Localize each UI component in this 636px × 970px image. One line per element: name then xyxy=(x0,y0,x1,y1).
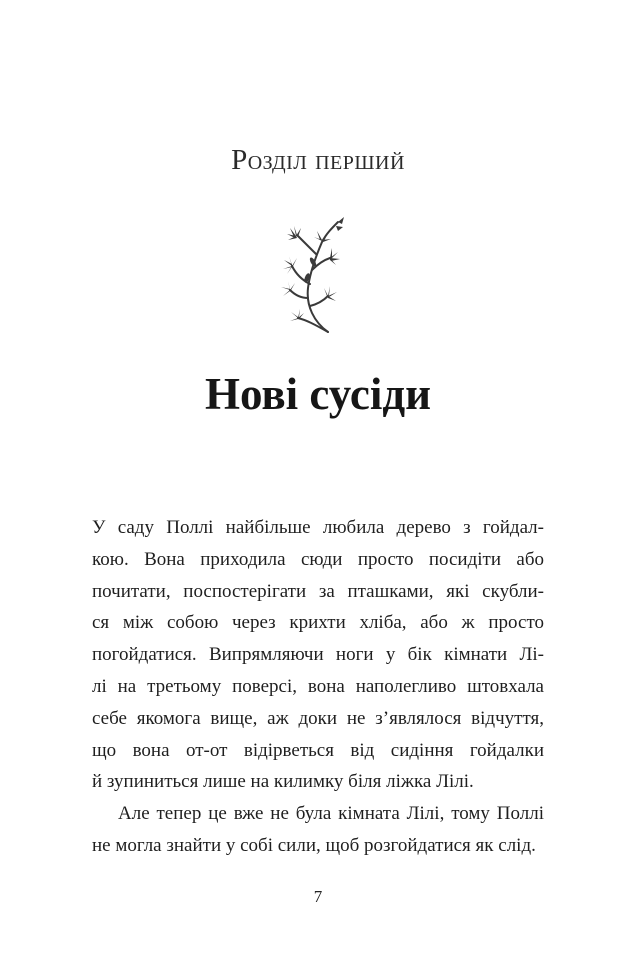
chapter-title: Нові сусіди xyxy=(204,369,432,419)
page-number: 7 xyxy=(313,887,323,906)
text-line: погойдатися. Випрямляючи ноги у бік кімнати Лі- xyxy=(92,644,544,666)
text-line: не могла знайти у собі сили, щоб розгойдатися як слід. xyxy=(92,834,536,856)
text-line: У саду Поллі найбільше любила дерево з гойдал- xyxy=(92,517,544,538)
text-line: себе якомога вище, аж доки не з’являлося відчуття, xyxy=(92,707,544,729)
text-line: й зупиниться лише на килимку біля ліжка Лілі. xyxy=(92,771,474,793)
text-line: почитати, поспостерігати за пташками, які скубли- xyxy=(92,580,544,602)
body-paragraphs xyxy=(92,512,544,862)
text-line: лі на третьому поверсі, вона наполегливо штовхала xyxy=(92,675,544,697)
text-line: що вона от-от відірветься від сидіння гойдалки xyxy=(92,739,544,761)
text-line: ся між собою через крихти хліба, або ж просто xyxy=(92,612,544,634)
botanical-sprig-icon xyxy=(270,214,360,338)
chapter-label: Розділ перший xyxy=(231,144,405,176)
text-line: Але тепер це вже не була кімната Лілі, тому Поллі xyxy=(118,803,544,825)
text-line: кою. Вона приходила сюди просто посидіти або xyxy=(92,548,544,570)
